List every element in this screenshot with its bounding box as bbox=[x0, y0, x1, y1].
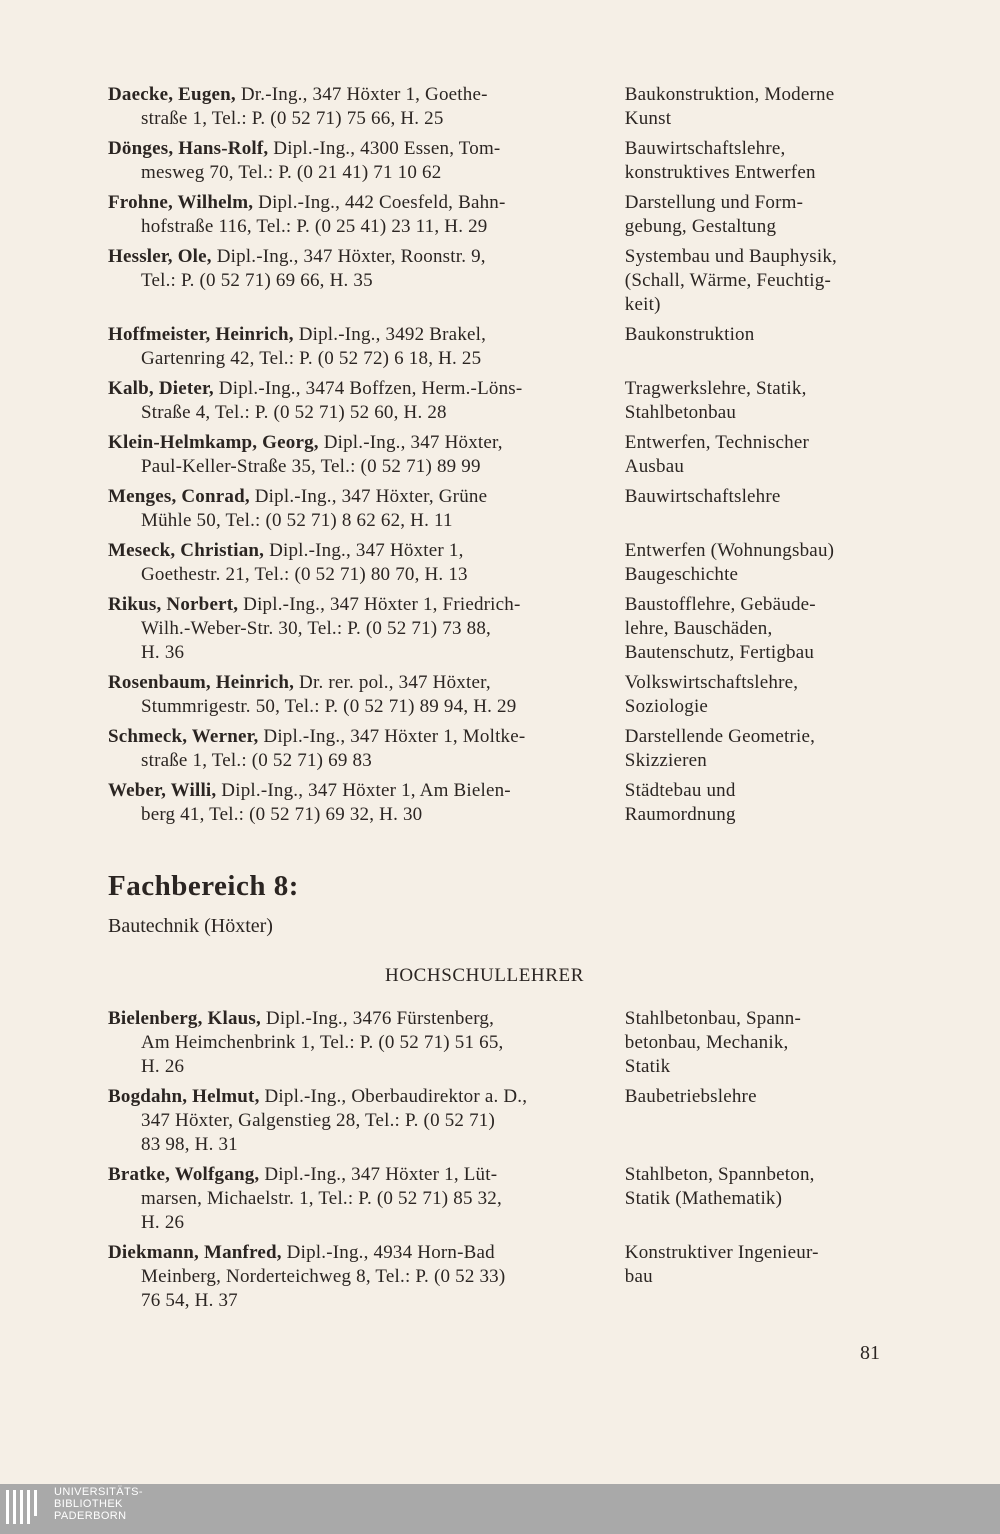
library-name-line: UNIVERSITÄTS- bbox=[54, 1486, 143, 1498]
address-line: Wilh.-Weber-Str. 30, Tel.: P. (0 52 71) 73 88, bbox=[141, 618, 491, 639]
subject-line: keit) bbox=[624, 294, 661, 315]
address-line: straße 1, Tel.: P. (0 52 71) 75 66, H. 25 bbox=[141, 108, 444, 129]
address-line: H. 36 bbox=[141, 642, 185, 663]
staff-address bbox=[108, 1163, 595, 1235]
address-first-line bbox=[108, 431, 595, 455]
address-line: Dipl.-Ing., 347 Höxter 1, Lüt- bbox=[259, 1164, 498, 1185]
subject-line: Soziologie bbox=[624, 696, 709, 717]
subject-line: Darstellung und Form- bbox=[624, 192, 804, 213]
staff-entry bbox=[108, 245, 898, 317]
address-line: Dipl.-Ing., Oberbaudirektor a. D., bbox=[259, 1086, 528, 1107]
address-first-line bbox=[108, 1163, 595, 1187]
staff-entry bbox=[108, 593, 898, 665]
subject-line: Skizzieren bbox=[624, 750, 707, 771]
staff-name: Weber, Willi, bbox=[108, 780, 217, 801]
subject-line: lehre, Bauschäden, bbox=[624, 618, 773, 639]
section-heading: HOCHSCHULLEHRER bbox=[385, 965, 585, 986]
staff-address bbox=[108, 137, 595, 185]
section-subtitle: Bautechnik (Höxter) bbox=[108, 915, 273, 937]
staff-address bbox=[108, 191, 595, 239]
subject-line: Bauwirtschaftslehre bbox=[624, 486, 781, 507]
address-first-line bbox=[108, 377, 595, 401]
address-line: berg 41, Tel.: (0 52 71) 69 32, H. 30 bbox=[141, 804, 423, 825]
address-line: H. 26 bbox=[141, 1212, 185, 1233]
subject-line: Baugeschichte bbox=[624, 564, 739, 585]
teaching-subjects bbox=[625, 83, 898, 131]
address-first-line bbox=[108, 1085, 595, 1109]
staff-name: Dönges, Hans-Rolf, bbox=[108, 138, 269, 159]
address-first-line bbox=[108, 593, 595, 617]
teaching-subjects bbox=[625, 1085, 898, 1157]
staff-entry bbox=[108, 725, 898, 773]
address-line: Dipl.-Ing., 3492 Brakel, bbox=[293, 324, 487, 345]
address-line: Dipl.-Ing., 3476 Fürstenberg, bbox=[260, 1008, 495, 1029]
teaching-subjects bbox=[625, 1163, 898, 1235]
address-line: Dipl.-Ing., 347 Höxter, Grüne bbox=[249, 486, 488, 507]
subject-line: Konstruktiver Ingenieur- bbox=[624, 1242, 819, 1263]
subject-line: Kunst bbox=[624, 108, 672, 129]
staff-name: Menges, Conrad, bbox=[108, 486, 250, 507]
address-line: Dipl.-Ing., 4934 Horn-Bad bbox=[281, 1242, 495, 1263]
subject-line: gebung, Gestaltung bbox=[624, 216, 777, 237]
teaching-subjects bbox=[625, 245, 898, 317]
address-line: marsen, Michaelstr. 1, Tel.: P. (0 52 71) 85 32, bbox=[141, 1188, 502, 1209]
address-first-line bbox=[108, 245, 595, 269]
staff-entry bbox=[108, 431, 898, 479]
staff-entry bbox=[108, 137, 898, 185]
teaching-subjects bbox=[625, 377, 898, 425]
subject-line: Entwerfen, Technischer bbox=[624, 432, 809, 453]
address-line: Dipl.-Ing., 3474 Boffzen, Herm.-Löns- bbox=[213, 378, 523, 399]
subject-line: bau bbox=[624, 1266, 653, 1287]
address-line: 347 Höxter, Galgenstieg 28, Tel.: P. (0 52 71) bbox=[141, 1110, 495, 1131]
address-line: Dipl.-Ing., 347 Höxter 1, Am Bielen- bbox=[216, 780, 511, 801]
staff-name: Bielenberg, Klaus, bbox=[108, 1008, 261, 1029]
section-title: Fachbereich 8: bbox=[108, 870, 299, 902]
subject-line: Städtebau und bbox=[624, 780, 736, 801]
staff-name: Bratke, Wolfgang, bbox=[108, 1164, 260, 1185]
teaching-subjects bbox=[625, 1241, 898, 1313]
staff-address bbox=[108, 431, 595, 479]
subject-line: Baukonstruktion bbox=[624, 324, 755, 345]
address-line: Dipl.-Ing., 347 Höxter, Roonstr. 9, bbox=[211, 246, 486, 267]
page-number: 81 bbox=[860, 1342, 880, 1364]
staff-name: Daecke, Eugen, bbox=[108, 84, 236, 105]
staff-address bbox=[108, 671, 595, 719]
address-line: Dipl.-Ing., 442 Coesfeld, Bahn- bbox=[253, 192, 506, 213]
address-line: Stummrigestr. 50, Tel.: P. (0 52 71) 89 94, H. 29 bbox=[141, 696, 517, 717]
staff-address bbox=[108, 377, 595, 425]
subject-line: Stahlbeton, Spannbeton, bbox=[624, 1164, 815, 1185]
address-first-line bbox=[108, 1007, 595, 1031]
address-line: Meinberg, Norderteichweg 8, Tel.: P. (0 52 33) bbox=[141, 1266, 506, 1287]
subject-line: konstruktives Entwerfen bbox=[624, 162, 816, 183]
address-first-line bbox=[108, 191, 595, 215]
address-first-line bbox=[108, 779, 595, 803]
staff-list-section-1 bbox=[108, 83, 898, 833]
subject-line: Bautenschutz, Fertigbau bbox=[624, 642, 815, 663]
subject-line: Volkswirtschaftslehre, bbox=[624, 672, 799, 693]
address-first-line bbox=[108, 539, 595, 563]
subject-line: Tragwerkslehre, Statik, bbox=[624, 378, 807, 399]
address-line: mesweg 70, Tel.: P. (0 21 41) 71 10 62 bbox=[141, 162, 442, 183]
address-line: hofstraße 116, Tel.: P. (0 25 41) 23 11, H. 29 bbox=[141, 216, 488, 237]
staff-entry bbox=[108, 671, 898, 719]
address-line: Tel.: P. (0 52 71) 69 66, H. 35 bbox=[141, 270, 373, 291]
staff-address bbox=[108, 323, 595, 371]
subject-line: Baukonstruktion, Moderne bbox=[624, 84, 835, 105]
subject-line: (Schall, Wärme, Feuchtig- bbox=[624, 270, 831, 291]
subject-line: Raumordnung bbox=[624, 804, 736, 825]
library-name bbox=[54, 1486, 143, 1522]
staff-name: Schmeck, Werner, bbox=[108, 726, 259, 747]
staff-name: Hessler, Ole, bbox=[108, 246, 212, 267]
staff-name: Rosenbaum, Heinrich, bbox=[108, 672, 295, 693]
address-line: H. 26 bbox=[141, 1056, 185, 1077]
address-first-line bbox=[108, 485, 595, 509]
staff-address bbox=[108, 779, 595, 827]
address-line: 76 54, H. 37 bbox=[141, 1290, 238, 1311]
staff-name: Diekmann, Manfred, bbox=[108, 1242, 282, 1263]
staff-name: Kalb, Dieter, bbox=[108, 378, 214, 399]
address-line: straße 1, Tel.: (0 52 71) 69 83 bbox=[141, 750, 372, 771]
subject-line: Entwerfen (Wohnungsbau) bbox=[624, 540, 835, 561]
subject-line: Stahlbetonbau bbox=[624, 402, 737, 423]
teaching-subjects bbox=[625, 593, 898, 665]
teaching-subjects bbox=[625, 431, 898, 479]
subject-line: Statik (Mathematik) bbox=[624, 1188, 783, 1209]
staff-name: Rikus, Norbert, bbox=[108, 594, 239, 615]
staff-entry bbox=[108, 779, 898, 827]
library-name-line: PADERBORN bbox=[54, 1510, 127, 1522]
library-logo-icon bbox=[6, 1490, 41, 1528]
staff-address bbox=[108, 485, 595, 533]
staff-entry bbox=[108, 377, 898, 425]
teaching-subjects bbox=[625, 323, 898, 371]
staff-name: Bogdahn, Helmut, bbox=[108, 1086, 260, 1107]
staff-list-section-2 bbox=[108, 1007, 898, 1319]
subject-line: Stahlbetonbau, Spann- bbox=[624, 1008, 802, 1029]
staff-name: Hoffmeister, Heinrich, bbox=[108, 324, 294, 345]
staff-entry bbox=[108, 1085, 898, 1157]
staff-address bbox=[108, 593, 595, 665]
staff-name: Frohne, Wilhelm, bbox=[108, 192, 254, 213]
subject-line: Darstellende Geometrie, bbox=[624, 726, 816, 747]
address-line: Straße 4, Tel.: P. (0 52 71) 52 60, H. 28 bbox=[141, 402, 447, 423]
subject-line: betonbau, Mechanik, bbox=[624, 1032, 789, 1053]
subject-line: Baustofflehre, Gebäude- bbox=[624, 594, 816, 615]
staff-address bbox=[108, 539, 595, 587]
staff-address bbox=[108, 83, 595, 131]
teaching-subjects bbox=[625, 485, 898, 533]
teaching-subjects bbox=[625, 191, 898, 239]
staff-address bbox=[108, 245, 595, 317]
staff-entry bbox=[108, 83, 898, 131]
address-line: Dipl.-Ing., 347 Höxter, bbox=[318, 432, 503, 453]
address-line: Dr. rer. pol., 347 Höxter, bbox=[294, 672, 491, 693]
subject-line: Systembau und Bauphysik, bbox=[624, 246, 838, 267]
address-line: Mühle 50, Tel.: (0 52 71) 8 62 62, H. 11 bbox=[141, 510, 453, 531]
address-first-line bbox=[108, 671, 595, 695]
staff-entry bbox=[108, 1241, 898, 1313]
teaching-subjects bbox=[625, 779, 898, 827]
address-line: Am Heimchenbrink 1, Tel.: P. (0 52 71) 51 65, bbox=[141, 1032, 504, 1053]
address-first-line bbox=[108, 137, 595, 161]
staff-entry bbox=[108, 191, 898, 239]
address-line: Dipl.-Ing., 4300 Essen, Tom- bbox=[268, 138, 501, 159]
address-line: Goethestr. 21, Tel.: (0 52 71) 80 70, H. 13 bbox=[141, 564, 468, 585]
address-line: Dipl.-Ing., 347 Höxter 1, Moltke- bbox=[258, 726, 526, 747]
teaching-subjects bbox=[625, 137, 898, 185]
staff-address bbox=[108, 1241, 595, 1313]
staff-entry bbox=[108, 323, 898, 371]
subject-line: Statik bbox=[624, 1056, 671, 1077]
staff-address bbox=[108, 725, 595, 773]
address-first-line bbox=[108, 1241, 595, 1265]
staff-address bbox=[108, 1085, 595, 1157]
subject-line: Ausbau bbox=[624, 456, 685, 477]
library-name-line: BIBLIOTHEK bbox=[54, 1498, 123, 1510]
teaching-subjects bbox=[625, 671, 898, 719]
address-first-line bbox=[108, 323, 595, 347]
address-line: Gartenring 42, Tel.: P. (0 52 72) 6 18, H. 25 bbox=[141, 348, 482, 369]
staff-entry bbox=[108, 1007, 898, 1079]
address-first-line bbox=[108, 83, 595, 107]
subject-line: Baubetriebslehre bbox=[624, 1086, 757, 1107]
staff-entry bbox=[108, 485, 898, 533]
address-line: 83 98, H. 31 bbox=[141, 1134, 238, 1155]
subject-line: Bauwirtschaftslehre, bbox=[624, 138, 786, 159]
library-footer bbox=[0, 1484, 1000, 1534]
staff-address bbox=[108, 1007, 595, 1079]
staff-entry bbox=[108, 1163, 898, 1235]
address-line: Dipl.-Ing., 347 Höxter 1, bbox=[264, 540, 464, 561]
staff-name: Klein-Helmkamp, Georg, bbox=[108, 432, 319, 453]
teaching-subjects bbox=[625, 1007, 898, 1079]
address-line: Paul-Keller-Straße 35, Tel.: (0 52 71) 89 99 bbox=[141, 456, 481, 477]
staff-name: Meseck, Christian, bbox=[108, 540, 265, 561]
address-first-line bbox=[108, 725, 595, 749]
staff-entry bbox=[108, 539, 898, 587]
teaching-subjects bbox=[625, 725, 898, 773]
teaching-subjects bbox=[625, 539, 898, 587]
address-line: Dipl.-Ing., 347 Höxter 1, Friedrich- bbox=[238, 594, 521, 615]
address-line: Dr.-Ing., 347 Höxter 1, Goethe- bbox=[235, 84, 488, 105]
